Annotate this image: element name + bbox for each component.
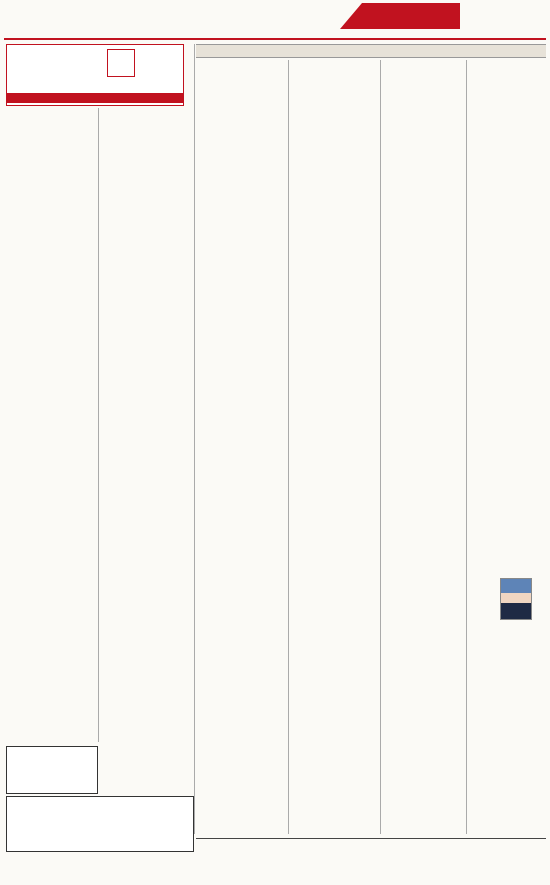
column-3-head-2 (196, 77, 286, 86)
advertisement-title (7, 747, 97, 751)
column-divider (194, 44, 195, 834)
notice-banner (6, 44, 184, 106)
banner-slogan (13, 79, 133, 89)
column-5-head-2 (382, 77, 464, 86)
seal-icon (107, 49, 135, 77)
column-4-head-2 (290, 77, 378, 86)
banner-title (13, 49, 103, 77)
footer-notice-box (6, 796, 194, 852)
column-divider (98, 108, 99, 742)
newspaper-logo (6, 4, 46, 20)
column-1-head (6, 111, 96, 120)
section-label (470, 4, 544, 22)
advertisement-box (6, 746, 98, 794)
column-5 (382, 60, 464, 834)
column-divider (288, 60, 289, 834)
column-2 (100, 108, 192, 788)
notice-portrait-photo (500, 578, 532, 620)
category-label (340, 3, 460, 29)
masthead (0, 0, 550, 40)
column-1 (6, 108, 96, 742)
column-6-head-2 (468, 77, 546, 86)
footer-notice-title (7, 797, 193, 801)
column-headers (196, 44, 546, 58)
top-rule (4, 38, 546, 40)
column-6 (468, 60, 546, 834)
column-header-1 (196, 45, 286, 57)
column-4 (290, 60, 378, 834)
column-3 (196, 60, 286, 834)
banner-strip (7, 93, 183, 103)
column-header-4 (468, 45, 546, 57)
banner-phones (137, 51, 181, 87)
column-3-head-1 (196, 63, 286, 72)
column-header-2 (290, 45, 378, 57)
column-divider (466, 60, 467, 834)
column-4-head-1 (290, 63, 378, 72)
column-5-head-1 (382, 63, 464, 72)
column-6-head-1 (468, 63, 546, 72)
bottom-strip (196, 842, 546, 882)
column-header-3 (382, 45, 464, 57)
column-divider (380, 60, 381, 834)
bottom-rule (196, 838, 546, 839)
